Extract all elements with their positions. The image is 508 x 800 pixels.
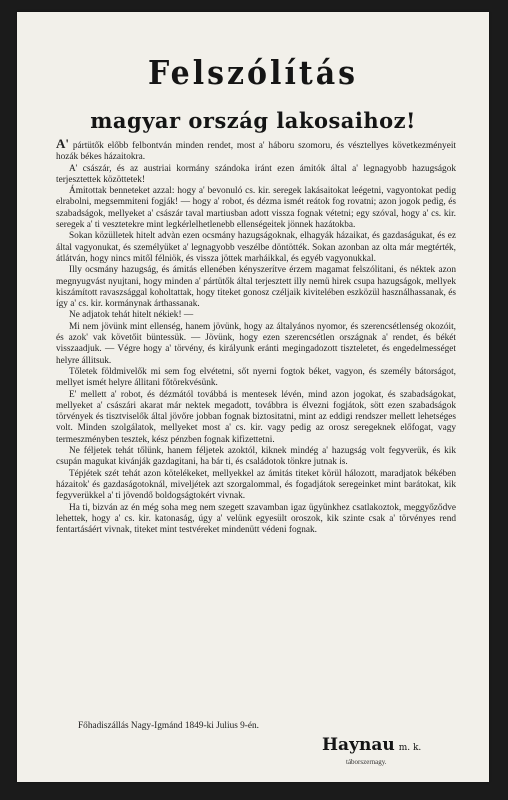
paragraph-2: A' császár, és az austriai kormány szándoka iránt ezen ámitók által a' legnagyobb hazugságok terjesztettek közöttetek! [56, 163, 456, 185]
paragraph-1 [56, 138, 456, 164]
signature-name: Haynau [322, 735, 395, 755]
paragraph-6: Ne adjatok tehát hitelt nékiek! — [69, 310, 194, 321]
paragraph-12: Ha ti, bizván az én még soha meg nem szegett szavamban igaz ügyünkhez csatlakoztok, meggyőződve lehettek, hogy a' cs. kir. katonaság, úgy a' velünk egyesült oroszok, kik szinte csak a' törvényes rend fentartásáért vivnak, titeket mint testvéreket mindenütt védeni fognak. [56, 502, 456, 536]
signature [322, 735, 421, 755]
paragraph-4: Sokan közülletek hitelt advàn ezen ocsmány hazugságoknak, elhagyák házaikat, és gazdaságukat, és ez által vagyonukat, és személyüket a' legnagyobb veszélbe döntötték. Sokan azonban az olta már megtérték, átlátván, hogy nincs mitől félniök, és vissza jöttek marháikkal, és egyéb vagyonukkal. [56, 231, 456, 264]
paragraph-10: Ne féljetek tehát tőlünk, hanem féljetek azoktól, kiknek mindég a' hazugság volt fegyverük, és kik csupán magukat kivánják gazdagitani, ha bár ti, és családotok tönkre jutnak is. [56, 446, 456, 468]
paragraph-7: Mi nem jövünk mint ellenség, hanem jövünk, hogy az általyános nyomor, és szerencsétlenség okozóit, és azok' vak követőit büntessük. — Jövünk, hogy ezen szerencsétlen országnak a' rendet, és békét visszaadjuk. — Végre hogy a' törvény, és királyunk eránti megingadozott tiszteletet, és engedelmességet helyre állitsuk. [56, 321, 456, 366]
proclamation-body [56, 138, 456, 536]
paragraph-8: Tőletek földmivelők mi sem fog elvétetni, sőt nyerni fogtok béket, vagyon, és személy bátorságot, mellyet ismét helyre állitani főtörekvésünk. [56, 366, 456, 389]
paragraph-text: pártütők előbb felbontván minden rendet, most a' háboru szomoru, és vésztellyes következményeit hozák békes házaitokra. [56, 141, 456, 163]
drop-cap: A' [56, 136, 69, 151]
paragraph-5: Illy ocsmány hazugság, és ámitás ellenében kényszerítve érzem magamat felszólitani, és néktek azon megnyugvást nyujtani, hogy minden a' pártütők által terjesztett illy nemü hirek csupa hazugságok, mellyek kiszámított ravaszsággal koholtattak, hogy titeket gonosz czéljaik kivitelében eszközül használhassanak, és így a' cs. kir. kormánynak árthassanak. [56, 265, 456, 310]
signature-suffix: m. k. [398, 743, 422, 753]
paragraph-3: Ámitottak benneteket azzal: hogy a' bevonuló cs. kir. seregek lakásaitokat leégetni, vagyontokat pedig elrabolni, megsemmiteni fogják! — hogy a' robot, és dézma ismét reátok fog rovatni; azon jogok pedig, és szabadságok, mellyeket a' császár taval martiusban adott vissza fognak vétetni; egy szóval, hogy a' cs. kir. seregek a' ti vesztetekre mint legkérlelhetlenebb ellenségeitek jönnek hazátokba. [56, 186, 456, 231]
place-date: Főhadiszállás Nagy-Igmánd 1849-ki Julius 9-én. [78, 721, 259, 731]
paragraph-9: E' mellett a' robot, és dézmától továbbá is mentesek lévén, mind azon jogokat, és szabadságokat, mellyeket a' császári akarat már nektek megadott, továbbra is élvezni fogjátok, sött ezen szabadságok törvények és tisztviselők által jövőre jobban fognak biztositatni, mint az eddigi rendszer mellett lehetséges volt. Minden szolgálatok, mellyeket most a' cs. kir. vagy pedig az orosz seregeknek előfogat, vagy termeszményben tesztek, kész pénzben fognak kifizettetni. [56, 389, 456, 445]
signature-role: táborszernagy. [346, 758, 387, 766]
paragraph-11: Tépjétek szét tehát azon kötelékeket, mellyekkel az ámitás titeket körül hálozott, maradjatok békében házaitok' és gazdaságotoknál, miveljétek azt szorgalommal, és fogadjátok seregeinket mint barátokat, kik fegyverükkel a' ti jövendő boldogságtokért vivnak. [56, 468, 456, 502]
poster-subtitle: magyar ország lakosaihoz! [90, 108, 416, 133]
poster-title: Felszólítás [147, 54, 359, 93]
